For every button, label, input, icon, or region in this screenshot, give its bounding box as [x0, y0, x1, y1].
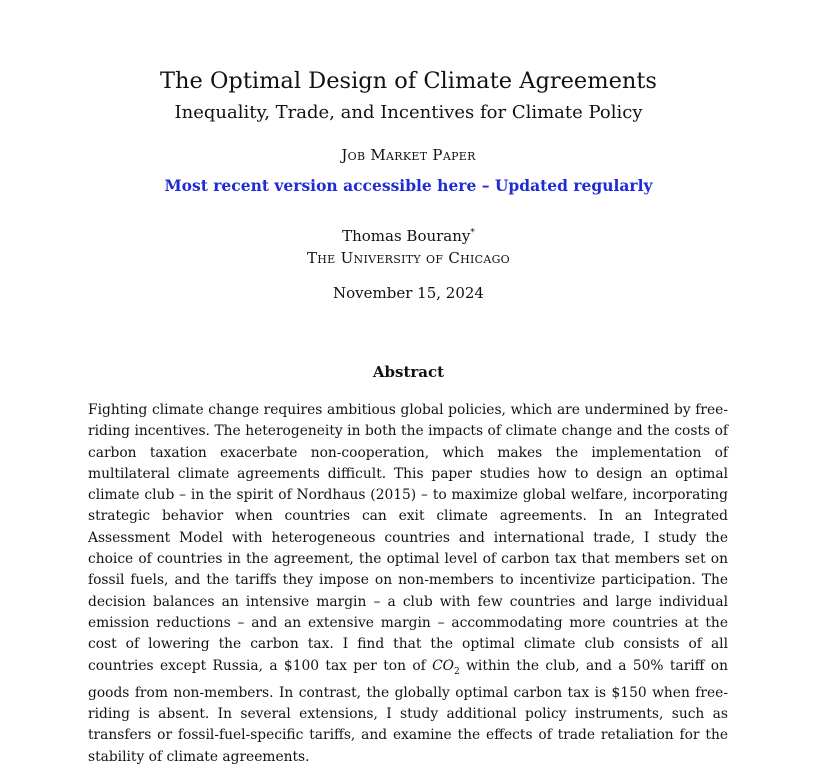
co2-symbol: $CO_2$	[432, 657, 460, 677]
author-affiliation: The University of Chicago	[306, 249, 510, 267]
author-name: Thomas Bourany	[342, 227, 471, 245]
abstract-body	[88, 400, 728, 768]
paper-type-label: Job Market Paper	[341, 146, 476, 164]
abstract-text-part2: within the club, and a 50% tariff on goods from non-members. In contrast, the globally optimal carbon tax is $150 when free-riding is absent. In several extensions, I study additional policy instruments, such as transfers or fossil-fuel-specific tariffs, and examine the effects of trade retaliation for the stability of climate agreements.	[88, 657, 728, 765]
author-footnote-mark[interactable]: *	[470, 228, 475, 238]
paper-date: November 15, 2024	[333, 284, 484, 302]
author-line	[0, 223, 817, 246]
paper-subtitle: Inequality, Trade, and Incentives for Climate Policy	[174, 102, 643, 123]
abstract-heading: Abstract	[372, 363, 445, 381]
abstract-text-part1: Fighting climate change requires ambitious global policies, which are undermined by free-riding incentives. The heterogeneity in both the impacts of climate change and the costs of carbon taxation exacerbate non-cooperation, which makes the implementation of multilateral climate agreements difficult. This paper studies how to design an optimal climate club – in the spirit of Nordhaus (2015) – to maximize global welfare, incorporating strategic behavior when countries can exit climate agreements. In an Integrated Assessment Model with heterogeneous countries and international trade, I study the choice of countries in the agreement, the optimal level of carbon tax that members set on fossil fuels, and the tariffs they impose on non-members to incentivize participation. The decision balances an intensive margin – a club with few countries and large individual emission reductions – and an extensive margin – accommodating more countries at the cost of lowering the carbon tax. I find that the optimal climate club consists of all countries except Russia, a $100 tax per ton of	[88, 402, 728, 674]
paper-title: The Optimal Design of Climate Agreements	[160, 68, 657, 94]
recent-version-link[interactable]: Most recent version accessible here – Updated regularly	[164, 176, 653, 195]
